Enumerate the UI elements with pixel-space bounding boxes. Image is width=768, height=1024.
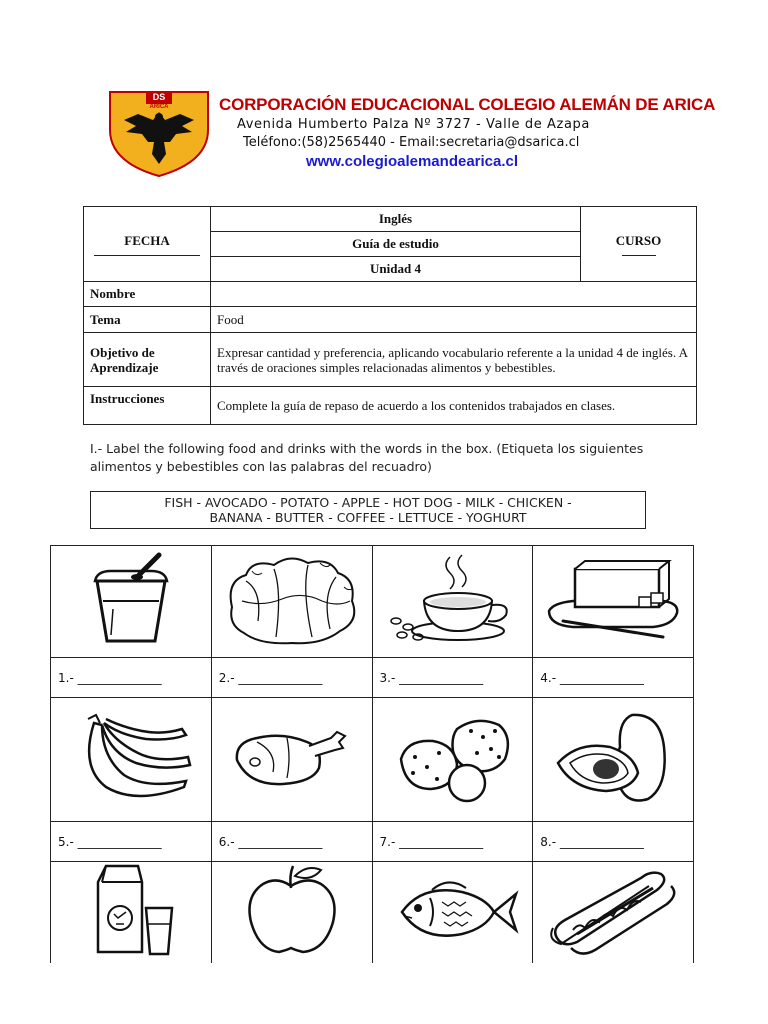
- curso-label: CURSO: [615, 232, 662, 248]
- food-image-cell-9: [51, 862, 212, 964]
- nombre-label: Nombre: [84, 282, 211, 307]
- logo-text: DS: [152, 92, 166, 102]
- instrucciones-value: Complete la guía de repaso de acuerdo a los contenidos trabajados en clases.: [211, 387, 697, 425]
- subject-cell: Inglés: [211, 207, 581, 232]
- food-image-cell-6: [211, 698, 372, 822]
- answer-field-1[interactable]: 1.- ______________: [51, 658, 212, 698]
- food-image-cell-7: [372, 698, 533, 822]
- chicken-icon: [227, 712, 357, 802]
- butter-icon: [543, 551, 683, 647]
- food-image-cell-12: [533, 862, 694, 964]
- exercise-instruction: I.- Label the following food and drinks with the words in the box. (Etiqueta los siguientes alimentos y bebestibles con las palabras del recuadro): [90, 441, 644, 474]
- eagle-shield-icon: [108, 90, 210, 178]
- food-image-cell-4: [533, 546, 694, 658]
- school-contact: Teléfono:(58)2565440 - Email:secretaria@dsarica.cl: [243, 135, 580, 150]
- word-box: [90, 491, 646, 529]
- food-image-cell-1: [51, 546, 212, 658]
- banana-icon: [66, 707, 196, 807]
- food-image-cell-5: [51, 698, 212, 822]
- school-name: CORPORACIÓN EDUCACIONAL COLEGIO ALEMÁN DE ARICA: [219, 95, 716, 114]
- coffee-icon: [382, 551, 522, 647]
- potato-icon: [387, 707, 517, 807]
- food-image-cell-3: [372, 546, 533, 658]
- answer-field-6[interactable]: 6.- ______________: [211, 822, 372, 862]
- food-image-cell-11: [372, 862, 533, 964]
- guide-cell: Guía de estudio: [211, 232, 581, 257]
- curso-cell[interactable]: [581, 207, 697, 282]
- answer-field-7[interactable]: 7.- ______________: [372, 822, 533, 862]
- fish-icon: [382, 868, 522, 958]
- word-box-line-1: FISH - AVOCADO - POTATO - APPLE - HOT DOG - MILK - CHICKEN -: [164, 495, 572, 510]
- apple-icon: [237, 862, 347, 958]
- answer-field-2[interactable]: 2.- ______________: [211, 658, 372, 698]
- food-label-grid: [50, 545, 694, 963]
- answer-field-5[interactable]: 5.- ______________: [51, 822, 212, 862]
- answer-field-8[interactable]: 8.- ______________: [533, 822, 694, 862]
- objetivo-value: Expresar cantidad y preferencia, aplicando vocabulario referente a la unidad 4 de inglés. A través de oraciones simples relacionadas alimentos y bebestibles.: [211, 333, 697, 387]
- school-website-link[interactable]: www.colegioalemandearica.cl: [306, 153, 519, 170]
- objetivo-label: Objetivo de Aprendizaje: [84, 333, 211, 387]
- word-box-line-2: BANANA - BUTTER - COFFEE - LETTUCE - YOGHURT: [209, 510, 527, 525]
- hot-dog-icon: [543, 868, 683, 958]
- school-logo: [108, 90, 210, 178]
- avocado-icon: [548, 707, 678, 807]
- tema-value: Food: [211, 307, 697, 333]
- tema-label: Tema: [84, 307, 211, 333]
- fecha-label: FECHA: [124, 232, 170, 248]
- logo-subtext: ARICA: [149, 104, 169, 110]
- instrucciones-label: Instrucciones: [84, 387, 211, 425]
- food-image-cell-2: [211, 546, 372, 658]
- milk-icon: [76, 862, 186, 958]
- fecha-blank-line: [94, 255, 200, 256]
- lettuce-icon: [222, 551, 362, 647]
- food-image-cell-10: [211, 862, 372, 964]
- fecha-cell[interactable]: [84, 207, 211, 282]
- food-image-cell-8: [533, 698, 694, 822]
- worksheet-info-table: [83, 206, 697, 425]
- yoghurt-icon: [81, 551, 181, 647]
- unit-cell: Unidad 4: [211, 257, 581, 282]
- curso-blank-line: [622, 255, 656, 256]
- nombre-field[interactable]: [211, 282, 697, 307]
- answer-field-3[interactable]: 3.- ______________: [372, 658, 533, 698]
- school-address: Avenida Humberto Palza Nº 3727 - Valle de Azapa: [237, 117, 590, 132]
- answer-field-4[interactable]: 4.- ______________: [533, 658, 694, 698]
